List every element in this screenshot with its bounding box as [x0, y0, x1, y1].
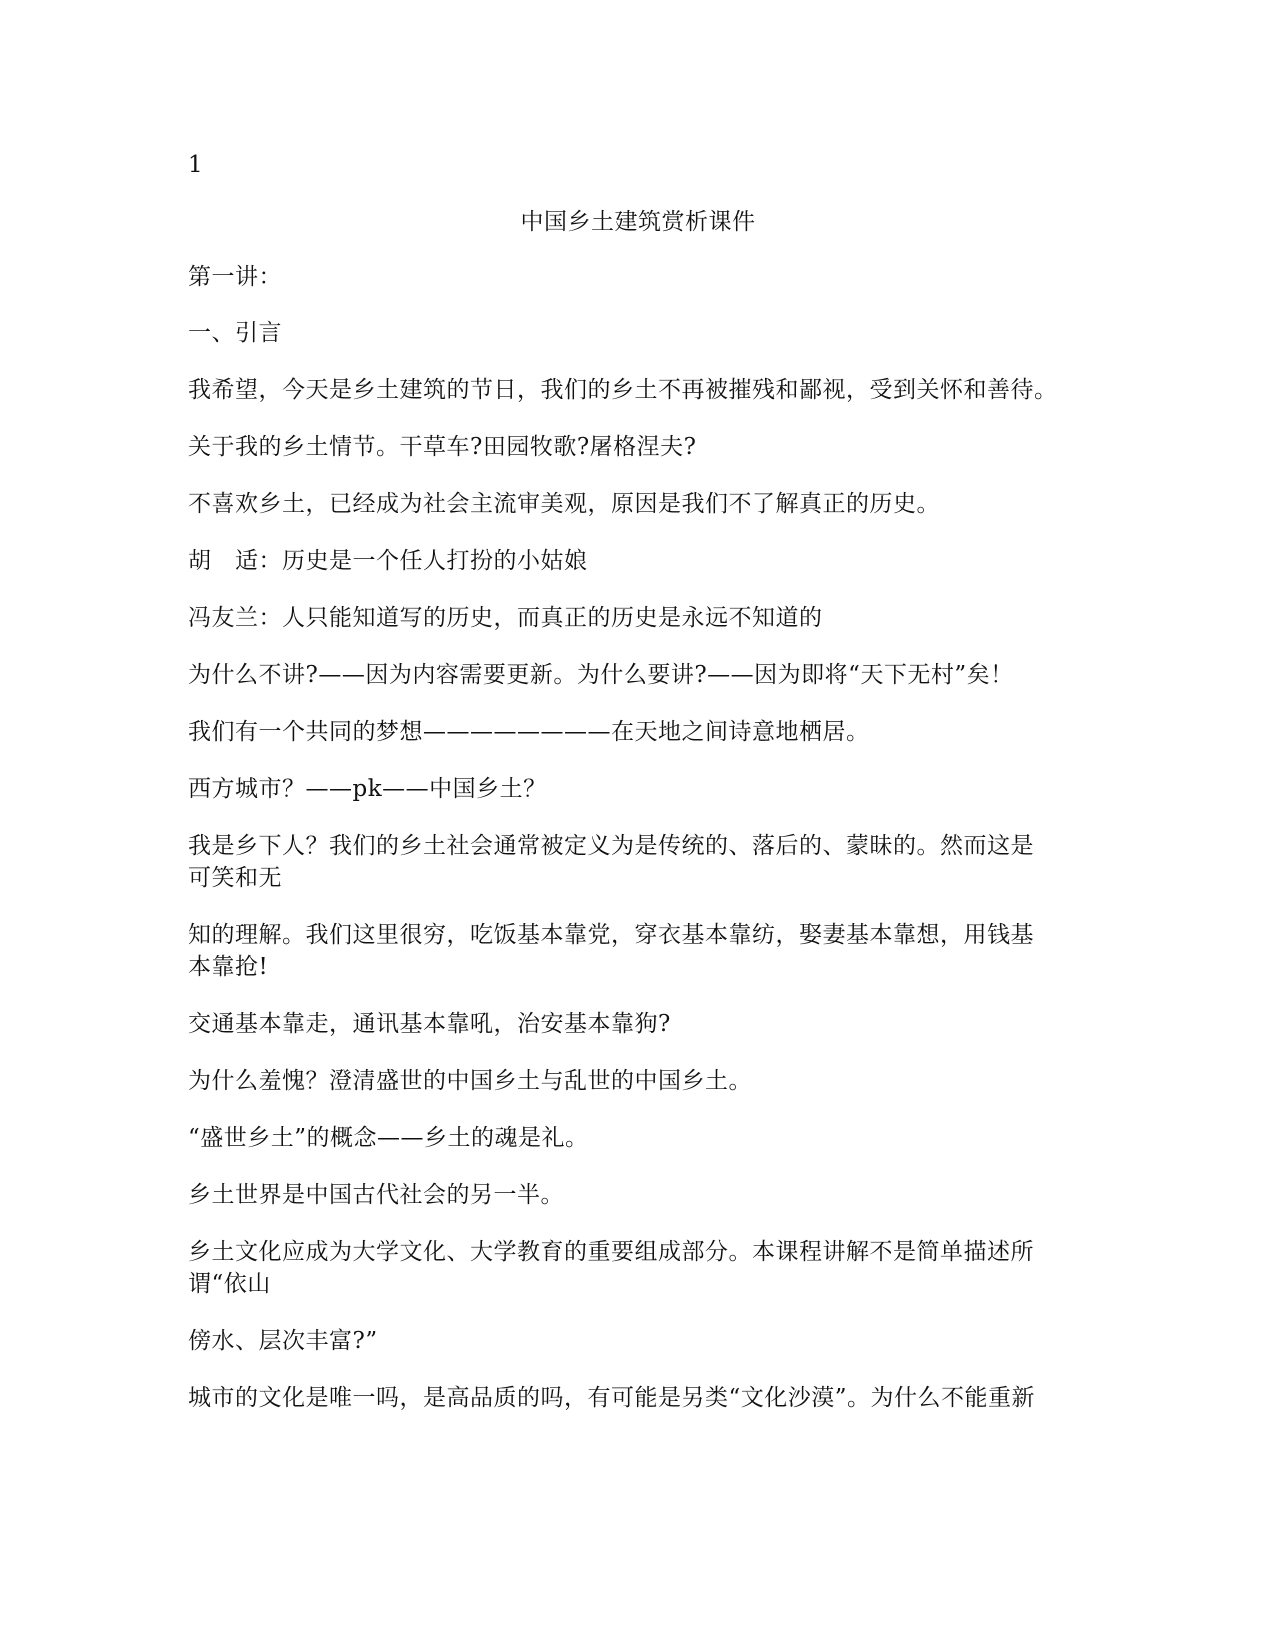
paragraph-line: 交通基本靠走，通讯基本靠吼，治安基本靠狗?	[188, 1011, 671, 1037]
paragraph-line: “盛世乡土”的概念——乡土的魂是礼。	[188, 1125, 589, 1151]
paragraph-line: 我是乡下人？我们的乡土社会通常被定义为是传统的、落后的、蒙昧的。然而这是	[188, 833, 1034, 859]
section-heading: 一、引言	[188, 320, 282, 346]
paragraph-line: 乡土世界是中国古代社会的另一半。	[188, 1182, 564, 1208]
quote-line: 冯友兰：人只能知道写的历史，而真正的历史是永远不知道的	[188, 605, 823, 631]
lecture-heading: 第一讲：	[188, 264, 282, 290]
paragraph-line: 谓“依山	[188, 1271, 271, 1297]
paragraph-line: 本靠抢!	[188, 954, 269, 980]
paragraph-line: 我希望，今天是乡土建筑的节日，我们的乡土不再被摧残和鄙视，受到关怀和善待。	[188, 377, 1058, 403]
paragraph-line: 我们有一个共同的梦想————————在天地之间诗意地栖居。	[188, 719, 870, 745]
quote-line: 胡 适：历史是一个任人打扮的小姑娘	[188, 548, 588, 574]
document-title: 中国乡土建筑赏析课件	[520, 209, 756, 235]
paragraph-line: 傍水、层次丰富?”	[188, 1328, 378, 1354]
paragraph-line: 不喜欢乡土，已经成为社会主流审美观，原因是我们不了解真正的历史。	[188, 491, 940, 517]
paragraph-line: 为什么羞愧？澄清盛世的中国乡土与乱世的中国乡土。	[188, 1068, 752, 1094]
page-number: 1	[188, 152, 204, 178]
paragraph-line: 关于我的乡土情节。干草车?田园牧歌?屠格涅夫?	[188, 434, 697, 460]
paragraph-line: 为什么不讲?——因为内容需要更新。为什么要讲?——因为即将“天下无村”矣！	[188, 662, 1014, 688]
paragraph-line: 乡土文化应成为大学文化、大学教育的重要组成部分。本课程讲解不是简单描述所	[188, 1239, 1034, 1265]
paragraph-line: 知的理解。我们这里很穷，吃饭基本靠党，穿衣基本靠纺，娶妻基本靠想，用钱基	[188, 922, 1034, 948]
paragraph-line: 城市的文化是唯一吗，是高品质的吗，有可能是另类“文化沙漠”。为什么不能重新	[188, 1385, 1036, 1411]
paragraph-line: 西方城市？——pk——中国乡土？	[188, 776, 547, 802]
paragraph-line: 可笑和无	[188, 865, 282, 891]
